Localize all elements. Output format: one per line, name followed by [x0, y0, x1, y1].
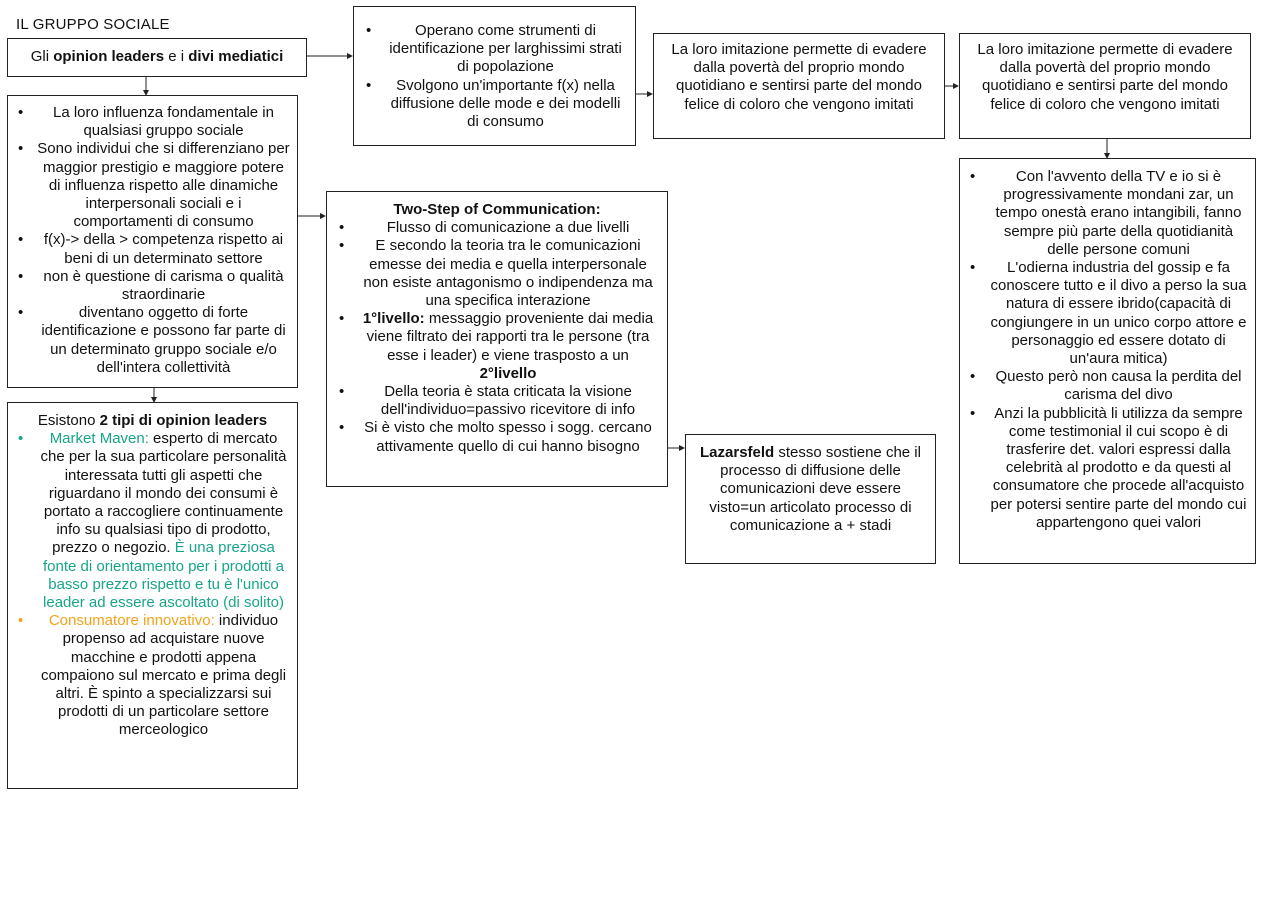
two-step-heading: Two-Step of Communication:	[393, 201, 601, 218]
imitation-box-1: La loro imitazione permette di evadere dalla povertà del proprio mondo quotidiano e sentirsi parte del mondo felice di coloro che vengono imitati	[653, 33, 945, 139]
list-item-market-maven: • Market Maven: esperto di mercato che per la sua particolare personalità interessata tutti gli aspetti che riguardano il mondo dei consumi è portato a raccogliere continuamente info su qualsiasi tipo di prodotto, prezzo o negozio. È una preziosa fonte di orientamento per i prodotti a basso prezzo rispetto e tu è l'unico leader ad essere ascoltato (di solito)	[14, 430, 291, 612]
list-item: • Sono individui che si differenziano per maggior prestigio e maggiore potere di influenza rispetto alle dinamiche interpersonali sociali e i comportamenti di consumo	[14, 140, 291, 231]
tools-box	[353, 6, 636, 146]
page-title: IL GRUPPO SOCIALE	[16, 16, 170, 33]
two-step-communication-box	[326, 191, 668, 487]
list-item: • Questo però non causa la perdita del carisma del divo	[966, 368, 1249, 404]
types-heading: Esistono 2 tipi di opinion leaders	[37, 412, 268, 429]
list-item-consumatore-innovativo: • Consumatore innovativo: individuo propenso ad acquistare nuove macchine e prodotti appena compaiono sul mercato e prima degli altri. È spinto a specializzarsi sui prodotti di un particolare settore merceologico	[14, 612, 291, 739]
list-item: • diventano oggetto di forte identificazione e possono far parte di un determinato gruppo sociale e/o dell'intera collettività	[14, 304, 291, 377]
list-item: • 1°livello: messaggio proveniente dai media viene filtrato dei rapporti tra le persone (tra esse i leader) e viene trasposto a un 2°livello	[335, 310, 659, 383]
list-item: • Svolgono un'importante f(x) nella diffusione delle mode e dei modelli di consumo	[362, 77, 627, 132]
list-item: • Flusso di comunicazione a due livelli	[335, 219, 659, 237]
tv-gossip-box	[959, 158, 1256, 564]
opinion-leader-types-box	[7, 402, 298, 789]
lazarsfeld-box: Lazarsfeld stesso sostiene che il processo di diffusione delle comunicazioni deve essere visto=un articolato processo di comunicazione a + stadi	[685, 434, 936, 564]
opinion-leaders-box: Gli opinion leaders e i divi mediatici	[7, 38, 307, 77]
list-item: • f(x)-> della > competenza rispetto ai beni di un determinato settore	[14, 231, 291, 267]
list-item: • Operano come strumenti di identificazione per larghissimi strati di popolazione	[362, 22, 627, 77]
list-item: • L'odierna industria del gossip e fa conoscere tutto e il divo a perso la sua natura di essere ibrido(capacità di congiungere in un unico corpo attore e personaggio ed essere dotato di un'aura mitica)	[966, 259, 1249, 368]
list-item: • non è questione di carisma o qualità straordinarie	[14, 268, 291, 304]
imitation-box-2: La loro imitazione permette di evadere dalla povertà del proprio mondo quotidiano e sentirsi parte del mondo felice di coloro che vengono imitati	[959, 33, 1251, 139]
list-item: • Anzi la pubblicità li utilizza da sempre come testimonial il cui scopo è di trasferire det. valori espressi dalla celebrità al prodotto e da questi al consumatore che procede all'acquisto per potersi sentire parte del mondo cui appartengono quei valori	[966, 405, 1249, 532]
list-item: • La loro influenza fondamentale in qualsiasi gruppo sociale	[14, 104, 291, 140]
list-item: • Si è visto che molto spesso i sogg. cercano attivamente quello di cui hanno bisogno	[335, 419, 659, 455]
influence-box	[7, 95, 298, 388]
list-item: • E secondo la teoria tra le comunicazioni emesse dei media e quella interpersonale non esiste antagonismo o indipendenza ma una specifica interazione	[335, 237, 659, 310]
list-item: • Della teoria è stata criticata la visione dell'individuo=passivo ricevitore di info	[335, 383, 659, 419]
list-item: • Con l'avvento della TV e io si è progressivamente mondani zar, un tempo onestà erano intangibili, fanno sempre più parte della quotidianità delle persone comuni	[966, 168, 1249, 259]
